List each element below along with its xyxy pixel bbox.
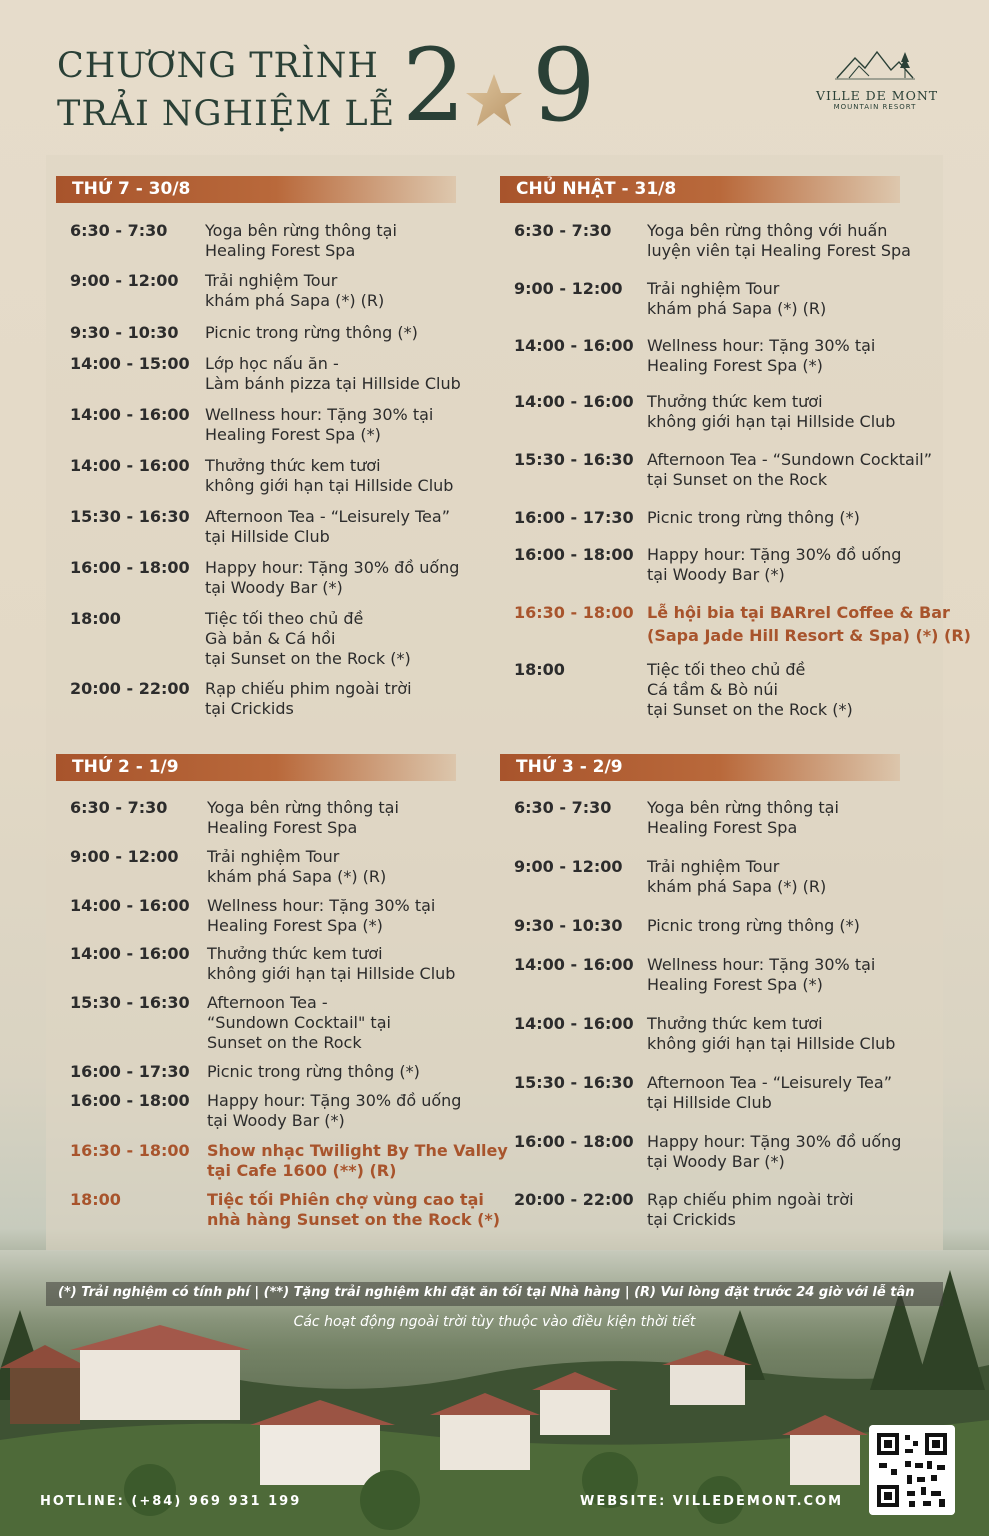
event-description-line: Làm bánh pizza tại Hillside Club bbox=[205, 374, 461, 393]
mountain-icon bbox=[835, 48, 915, 82]
event-time: 15:30 - 16:30 bbox=[70, 993, 190, 1012]
event-description-line: Tiệc tối Phiên chợ vùng cao tại bbox=[207, 1190, 484, 1209]
event-description-line: tại Woody Bar (*) bbox=[647, 565, 785, 584]
event-description-line: tại Woody Bar (*) bbox=[647, 1152, 785, 1171]
event-description-line: Picnic trong rừng thông (*) bbox=[207, 1062, 420, 1081]
event-description-line: tại Woody Bar (*) bbox=[207, 1111, 345, 1130]
event-description-line: tại Crickids bbox=[647, 1210, 736, 1229]
event-time: 16:30 - 18:00 bbox=[514, 603, 634, 622]
schedule-row bbox=[70, 507, 470, 547]
schedule-row bbox=[70, 1091, 470, 1131]
event-description-line: (Sapa Jade Hill Resort & Spa) (*) (R) bbox=[647, 626, 971, 645]
event-time: 18:00 bbox=[514, 660, 565, 679]
event-time: 18:00 bbox=[70, 1190, 121, 1209]
event-time: 14:00 - 16:00 bbox=[514, 1014, 634, 1033]
event-description-line: Yoga bên rừng thông tại bbox=[647, 798, 839, 817]
schedule-row bbox=[514, 392, 914, 432]
event-description-line: Lễ hội bia tại BARrel Coffee & Bar bbox=[647, 603, 950, 622]
schedule-row bbox=[70, 1190, 501, 1230]
event-description-line: tại Hillside Club bbox=[647, 1093, 772, 1112]
event-description-line: Tiệc tối theo chủ đề bbox=[205, 609, 364, 628]
event-time: 6:30 - 7:30 bbox=[514, 798, 612, 817]
event-description-line: khám phá Sapa (*) (R) bbox=[647, 877, 827, 896]
footnote-bar bbox=[46, 1282, 943, 1306]
event-description-line: nhà hàng Sunset on the Rock (*) bbox=[207, 1210, 501, 1229]
event-description-line: Rạp chiếu phim ngoài trời bbox=[205, 679, 412, 698]
event-description-line: tại Sunset on the Rock (*) bbox=[205, 649, 411, 668]
event-description-line: Afternoon Tea - “Sundown Cocktail” bbox=[647, 450, 932, 469]
schedule-row bbox=[514, 603, 971, 649]
event-description-line: tại Woody Bar (*) bbox=[205, 578, 343, 597]
event-description-line: Wellness hour: Tặng 30% tại bbox=[207, 896, 436, 915]
event-description-line: tại Cafe 1600 (**) (R) bbox=[207, 1161, 397, 1180]
website-link[interactable]: WEBSITE: VILLEDEMONT.COM bbox=[580, 1494, 844, 1509]
event-time: 14:00 - 16:00 bbox=[70, 944, 190, 963]
schedule-row bbox=[514, 1014, 914, 1054]
schedule-row bbox=[70, 798, 470, 838]
schedule-row bbox=[70, 1141, 508, 1181]
event-description-line: Afternoon Tea - “Leisurely Tea” bbox=[647, 1073, 892, 1092]
schedule-row bbox=[70, 405, 470, 445]
event-description-line: tại Sunset on the Rock bbox=[647, 470, 828, 489]
event-time: 9:30 - 10:30 bbox=[514, 916, 623, 935]
event-description-line: không giới hạn tại Hillside Club bbox=[647, 412, 896, 431]
logo-name: VILLE DE MONT bbox=[816, 88, 939, 103]
weather-note: Các hoạt động ngoài trời tùy thuộc vào điều kiện thời tiết bbox=[293, 1314, 696, 1330]
schedule-row bbox=[70, 679, 470, 719]
star-icon bbox=[464, 72, 524, 128]
event-description-line: Healing Forest Spa bbox=[647, 818, 798, 837]
event-description-line: Happy hour: Tặng 30% đồ uống bbox=[207, 1091, 462, 1110]
day-header: CHỦ NHẬT - 31/8 bbox=[500, 176, 900, 203]
day-header: THỨ 2 - 1/9 bbox=[56, 754, 456, 781]
day-column bbox=[500, 754, 900, 781]
schedule-row bbox=[514, 221, 914, 261]
resort-logo bbox=[816, 48, 939, 111]
event-time: 16:00 - 18:00 bbox=[70, 558, 190, 577]
event-time: 14:00 - 16:00 bbox=[514, 955, 634, 974]
schedule-row bbox=[70, 354, 470, 394]
schedule-row bbox=[70, 271, 470, 311]
event-time: 14:00 - 16:00 bbox=[70, 456, 190, 475]
event-description-line: Afternoon Tea - “Leisurely Tea” bbox=[205, 507, 450, 526]
event-description-line: Trải nghiệm Tour bbox=[647, 857, 780, 876]
event-description-line: Healing Forest Spa (*) bbox=[647, 975, 823, 994]
event-description-line: tại Hillside Club bbox=[205, 527, 330, 546]
event-time: 16:00 - 18:00 bbox=[514, 1132, 634, 1151]
schedule-row bbox=[70, 323, 470, 343]
schedule-row bbox=[514, 955, 914, 995]
schedule-row bbox=[70, 609, 470, 669]
event-description-line: Healing Forest Spa bbox=[207, 818, 358, 837]
title-line-2: TRẢI NGHIỆM LỄ bbox=[57, 94, 396, 134]
title-line-1: CHƯƠNG TRÌNH bbox=[57, 46, 379, 86]
event-time: 16:00 - 17:30 bbox=[514, 508, 634, 527]
event-description-line: Picnic trong rừng thông (*) bbox=[205, 323, 418, 342]
logo-subtitle: MOUNTAIN RESORT bbox=[833, 103, 917, 111]
event-time: 6:30 - 7:30 bbox=[70, 221, 168, 240]
schedule-row bbox=[514, 336, 914, 376]
event-time: 14:00 - 16:00 bbox=[514, 392, 634, 411]
event-description-line: Thưởng thức kem tươi bbox=[647, 1014, 823, 1033]
day-header: THỨ 3 - 2/9 bbox=[500, 754, 900, 781]
event-description-line: Picnic trong rừng thông (*) bbox=[647, 916, 860, 935]
event-time: 14:00 - 16:00 bbox=[70, 405, 190, 424]
event-description-line: khám phá Sapa (*) (R) bbox=[647, 299, 827, 318]
event-description-line: Trải nghiệm Tour bbox=[647, 279, 780, 298]
page-title bbox=[57, 42, 395, 138]
date-month-digit: 9 bbox=[532, 27, 596, 144]
event-description-line: “Sundown Cocktail" tại bbox=[207, 1013, 391, 1032]
event-description-line: Happy hour: Tặng 30% đồ uống bbox=[205, 558, 460, 577]
event-description-line: Yoga bên rừng thông tại bbox=[205, 221, 397, 240]
event-description-line: Thưởng thức kem tươi bbox=[205, 456, 381, 475]
event-description-line: Healing Forest Spa (*) bbox=[207, 916, 383, 935]
schedule-row bbox=[514, 279, 914, 319]
event-time: 14:00 - 16:00 bbox=[70, 896, 190, 915]
schedule-row bbox=[70, 1062, 470, 1082]
event-time: 9:00 - 12:00 bbox=[70, 271, 179, 290]
event-time: 14:00 - 16:00 bbox=[514, 336, 634, 355]
schedule-row bbox=[70, 558, 470, 598]
event-time: 16:00 - 18:00 bbox=[514, 545, 634, 564]
event-description-line: khám phá Sapa (*) (R) bbox=[205, 291, 385, 310]
event-description-line: Thưởng thức kem tươi bbox=[207, 944, 383, 963]
day-column bbox=[500, 176, 900, 203]
event-time: 9:00 - 12:00 bbox=[514, 857, 623, 876]
day-header: THỨ 7 - 30/8 bbox=[56, 176, 456, 203]
event-time: 15:30 - 16:30 bbox=[514, 1073, 634, 1092]
event-time: 18:00 bbox=[70, 609, 121, 628]
schedule-row bbox=[514, 450, 932, 490]
schedule-row bbox=[514, 508, 914, 528]
event-description-line: luyện viên tại Healing Forest Spa bbox=[647, 241, 911, 260]
event-description-line: Rạp chiếu phim ngoài trời bbox=[647, 1190, 854, 1209]
schedule-row bbox=[70, 896, 470, 936]
event-time: 16:30 - 18:00 bbox=[70, 1141, 190, 1160]
event-description-line: Yoga bên rừng thông tại bbox=[207, 798, 399, 817]
event-description-line: Gà bản & Cá hồi bbox=[205, 629, 336, 648]
schedule-row bbox=[70, 221, 470, 261]
event-description-line: tại Sunset on the Rock (*) bbox=[647, 700, 853, 719]
event-description-line: khám phá Sapa (*) (R) bbox=[207, 867, 387, 886]
schedule-row bbox=[514, 1073, 914, 1113]
event-description-line: Sunset on the Rock bbox=[207, 1033, 362, 1052]
event-time: 14:00 - 15:00 bbox=[70, 354, 190, 373]
event-description-line: Lớp học nấu ăn - bbox=[205, 354, 339, 373]
event-description-line: Afternoon Tea - bbox=[207, 993, 328, 1012]
event-time: 9:00 - 12:00 bbox=[70, 847, 179, 866]
event-description-line: không giới hạn tại Hillside Club bbox=[647, 1034, 896, 1053]
event-description-line: Yoga bên rừng thông với huấn bbox=[647, 221, 888, 240]
event-description-line: Healing Forest Spa bbox=[205, 241, 356, 260]
schedule-row bbox=[514, 660, 914, 720]
schedule-row bbox=[70, 944, 470, 984]
qr-code-icon[interactable] bbox=[869, 1425, 955, 1515]
event-description-line: Happy hour: Tặng 30% đồ uống bbox=[647, 545, 902, 564]
schedule-row bbox=[514, 857, 914, 897]
schedule-row bbox=[514, 916, 914, 936]
event-time: 20:00 - 22:00 bbox=[70, 679, 190, 698]
event-description-line: Thưởng thức kem tươi bbox=[647, 392, 823, 411]
schedule-row bbox=[514, 545, 914, 585]
schedule-row bbox=[514, 798, 914, 838]
event-description-line: Cá tầm & Bò núi bbox=[647, 680, 778, 699]
schedule-row bbox=[70, 847, 470, 887]
event-description-line: Wellness hour: Tặng 30% tại bbox=[647, 336, 876, 355]
event-description-line: Happy hour: Tặng 30% đồ uống bbox=[647, 1132, 902, 1151]
event-time: 16:00 - 18:00 bbox=[70, 1091, 190, 1110]
event-time: 6:30 - 7:30 bbox=[514, 221, 612, 240]
event-time: 9:30 - 10:30 bbox=[70, 323, 179, 342]
event-time: 15:30 - 16:30 bbox=[514, 450, 634, 469]
event-description-line: Healing Forest Spa (*) bbox=[205, 425, 381, 444]
event-description-line: Wellness hour: Tặng 30% tại bbox=[647, 955, 876, 974]
footnote-text: (*) Trải nghiệm có tính phí | (**) Tặng trải nghiệm khi đặt ăn tối tại Nhà hàng | (R) Vui lòng đặt trước 24 giờ với lễ tân bbox=[58, 1285, 915, 1300]
date-day-digit: 2 bbox=[402, 27, 466, 144]
hotline-text[interactable]: HOTLINE: (+84) 969 931 199 bbox=[40, 1494, 302, 1509]
event-description-line: Picnic trong rừng thông (*) bbox=[647, 508, 860, 527]
day-column bbox=[56, 176, 456, 203]
event-description-line: Trải nghiệm Tour bbox=[205, 271, 338, 290]
event-time: 16:00 - 17:30 bbox=[70, 1062, 190, 1081]
event-description-line: Tiệc tối theo chủ đề bbox=[647, 660, 806, 679]
schedule-row bbox=[70, 993, 470, 1053]
schedule-row bbox=[514, 1190, 914, 1230]
day-column bbox=[56, 754, 456, 781]
event-time: 20:00 - 22:00 bbox=[514, 1190, 634, 1209]
event-description-line: không giới hạn tại Hillside Club bbox=[205, 476, 454, 495]
event-description-line: Wellness hour: Tặng 30% tại bbox=[205, 405, 434, 424]
schedule-row bbox=[70, 456, 470, 496]
event-description-line: Show nhạc Twilight By The Valley bbox=[207, 1141, 508, 1160]
event-description-line: Trải nghiệm Tour bbox=[207, 847, 340, 866]
event-time: 15:30 - 16:30 bbox=[70, 507, 190, 526]
event-description-line: tại Crickids bbox=[205, 699, 294, 718]
event-time: 6:30 - 7:30 bbox=[70, 798, 168, 817]
schedule-row bbox=[514, 1132, 914, 1172]
event-time: 9:00 - 12:00 bbox=[514, 279, 623, 298]
event-description-line: không giới hạn tại Hillside Club bbox=[207, 964, 456, 983]
event-description-line: Healing Forest Spa (*) bbox=[647, 356, 823, 375]
